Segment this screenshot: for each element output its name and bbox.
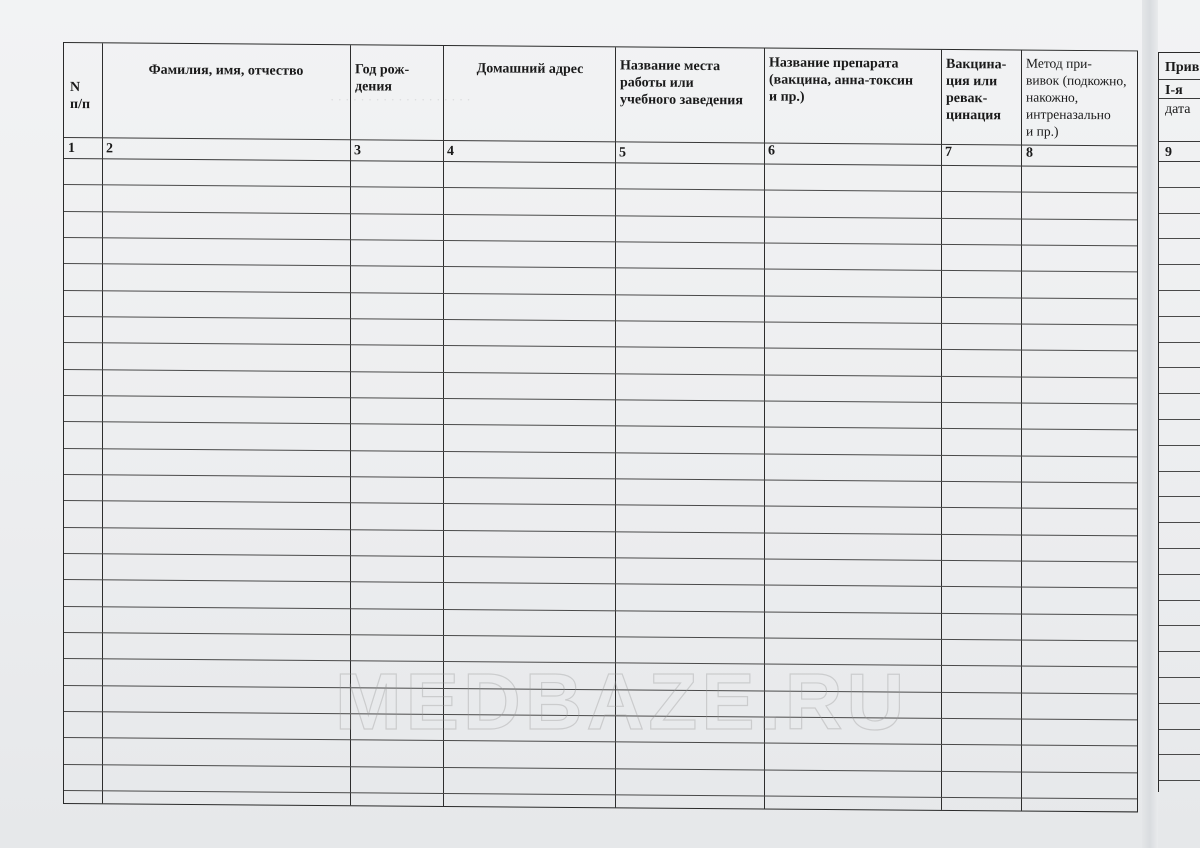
watermark: MEDBAZE.RU xyxy=(335,657,909,746)
table-row-line xyxy=(64,632,1137,641)
facing-numbers-line xyxy=(1159,161,1200,162)
facing-table-row-line xyxy=(1159,471,1200,472)
table-row-line xyxy=(64,421,1137,430)
column-divider xyxy=(1021,51,1022,811)
table-row-line xyxy=(64,474,1137,483)
table-row-line xyxy=(64,369,1137,378)
header-bottom-line xyxy=(64,137,1137,146)
facing-table-row-line xyxy=(1159,677,1200,678)
facing-header-date: дата xyxy=(1165,102,1191,117)
table-row-line xyxy=(64,263,1137,272)
facing-page-table xyxy=(1158,52,1200,792)
bleed-through-text: · · · · · · · · · · · · · · · · · · · xyxy=(330,92,471,107)
facing-table-row-line xyxy=(1159,780,1200,781)
table-row-line xyxy=(64,211,1137,220)
column-number-5: 5 xyxy=(619,145,626,161)
header-vaccination-type: Вакцина- ция или ревак- цинация xyxy=(946,56,1007,124)
book-gutter xyxy=(1142,0,1158,848)
facing-header-line xyxy=(1159,79,1200,80)
facing-header-bottom xyxy=(1159,141,1200,142)
facing-table-row-line xyxy=(1159,316,1200,317)
facing-header-vaccinations: Прив xyxy=(1165,60,1200,75)
table-row-line xyxy=(64,764,1137,773)
facing-table-row-line xyxy=(1159,419,1200,420)
table-row-line xyxy=(64,579,1137,588)
column-number-8: 8 xyxy=(1026,145,1033,161)
facing-table-row-line xyxy=(1159,445,1200,446)
table-row-line xyxy=(64,237,1137,246)
facing-table-row-line xyxy=(1159,703,1200,704)
column-number-1: 1 xyxy=(68,141,75,157)
table-row-line xyxy=(64,316,1137,325)
facing-header-first: I-я xyxy=(1165,83,1183,98)
facing-table-row-line xyxy=(1159,213,1200,214)
column-divider xyxy=(941,50,942,810)
header-preparation: Название препарата (вакцина, анна-токсин и пр.) xyxy=(769,55,914,105)
table-row-line xyxy=(64,342,1137,351)
column-number-4: 4 xyxy=(447,144,454,160)
column-number-6: 6 xyxy=(768,143,775,159)
facing-table-row-line xyxy=(1159,496,1200,497)
facing-table-row-line xyxy=(1159,238,1200,239)
column-number-7: 7 xyxy=(945,144,952,160)
facing-table-row-line xyxy=(1159,342,1200,343)
table-row-line xyxy=(64,395,1137,404)
facing-table-row-line xyxy=(1159,264,1200,265)
header-row-number: N п/п xyxy=(70,80,91,113)
table-row-line xyxy=(64,527,1137,536)
table-row-line xyxy=(64,184,1137,193)
header-workplace: Название места работы или учебного заведения xyxy=(620,58,743,109)
table-row-line xyxy=(64,553,1137,562)
header-method: Метод при- вивок (подкожно, накожно, интреназально и пр.) xyxy=(1026,55,1127,139)
facing-table-row-line xyxy=(1159,574,1200,575)
facing-table-row-line xyxy=(1159,651,1200,652)
numbers-bottom-line xyxy=(64,158,1137,167)
facing-table-row-line xyxy=(1159,729,1200,730)
facing-table-row-line xyxy=(1159,754,1200,755)
table-row-line xyxy=(64,290,1137,299)
table-row-line xyxy=(64,790,1137,799)
column-number-3: 3 xyxy=(354,143,361,159)
facing-table-row-line xyxy=(1159,625,1200,626)
table-row-line xyxy=(64,606,1137,615)
facing-table-row-line xyxy=(1159,367,1200,368)
header-home-address: Домашний адрес xyxy=(476,61,584,78)
facing-table-row-line xyxy=(1159,393,1200,394)
facing-table-row-line xyxy=(1159,290,1200,291)
facing-column-number-9: 9 xyxy=(1165,145,1172,160)
column-divider xyxy=(102,43,103,803)
facing-table-row-line xyxy=(1159,522,1200,523)
column-number-2: 2 xyxy=(106,141,113,157)
facing-table-row-line xyxy=(1159,187,1200,188)
table-row-line xyxy=(64,500,1137,509)
header-full-name: Фамилия, имя, отчество xyxy=(148,62,304,79)
facing-table-row-line xyxy=(1159,548,1200,549)
header-birth-year: Год рож- дения xyxy=(355,62,410,95)
table-row-line xyxy=(64,448,1137,457)
facing-header-line xyxy=(1159,98,1200,99)
facing-table-row-line xyxy=(1159,600,1200,601)
